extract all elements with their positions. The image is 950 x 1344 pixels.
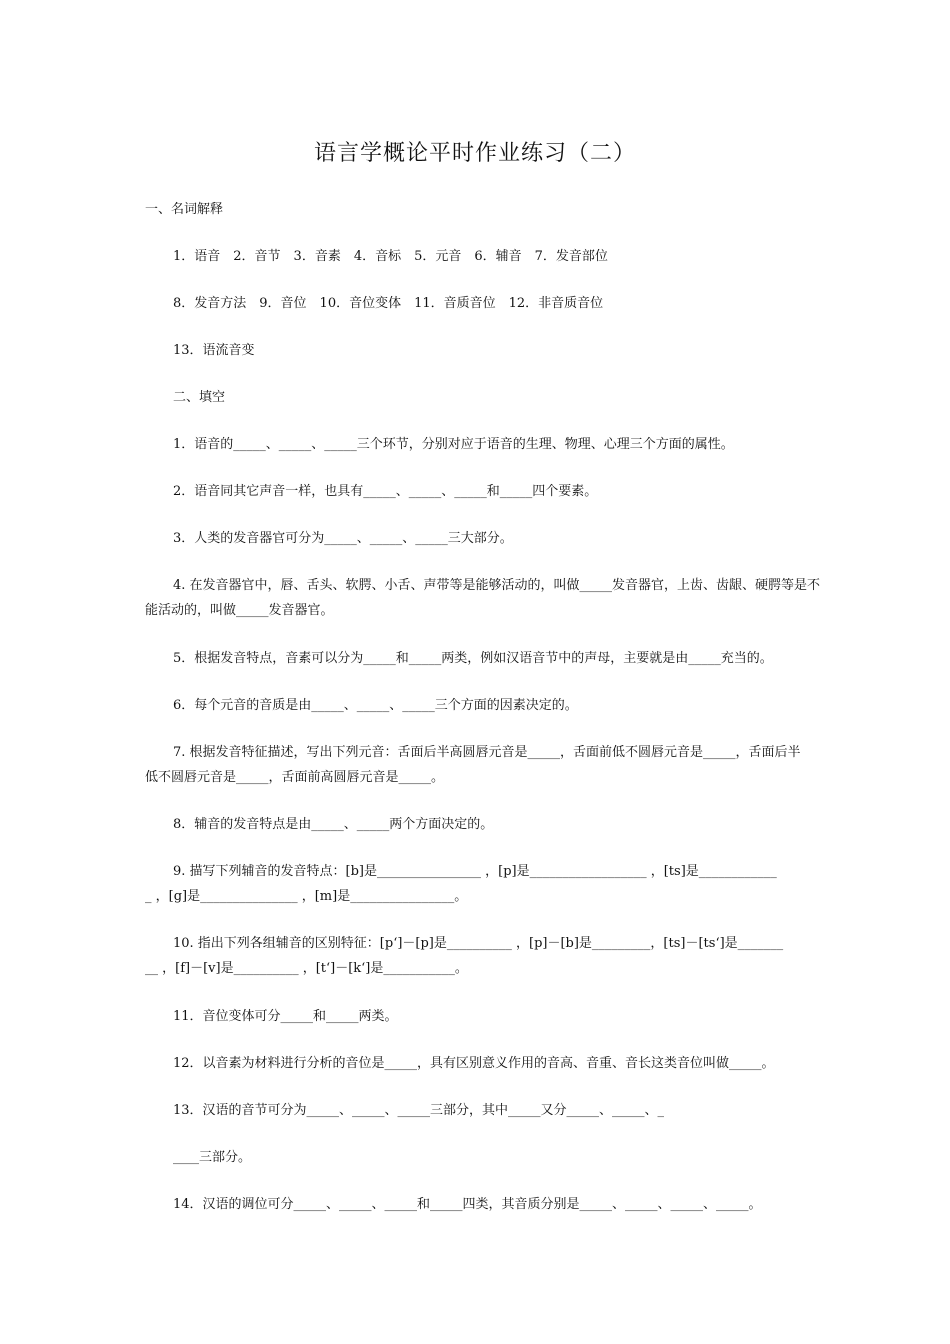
question-4: 4. 在发音器官中，唇、舌头、软腭、小舌、声带等是能够活动的，叫做_____发音器官，上齿、齿龈、硬腭等是不	[173, 578, 821, 593]
question-10: 10. 指出下列各组辅音的区别特征：[p‘]－[p]是__________ ，[p]－[b]是_________，[ts]－[ts‘]是_______	[173, 936, 784, 951]
question-3: 3．人类的发音器官可分为_____、_____、_____三大部分。	[173, 531, 513, 546]
question-6: 6．每个元音的音质是由_____、_____、_____三个方面的因素决定的。	[173, 698, 578, 713]
term-list-line-3: 13．语流音变	[173, 343, 255, 358]
question-1: 1．语音的_____、_____、_____三个环节，分别对应于语音的生理、物理、心理三个方面的属性。	[173, 437, 734, 452]
section-heading-1: 一、名词解释	[145, 202, 224, 217]
question-9-cont: _ ，[g]是_______________ ，[m]是________________。	[145, 889, 468, 904]
document-title: 语言学概论平时作业练习（二）	[313, 141, 636, 166]
question-12: 12．以音素为材料进行分析的音位是_____，具有区别意义作用的音高、音重、音长这类音位叫做_____。	[173, 1056, 775, 1071]
question-8: 8．辅音的发音特点是由_____、_____两个方面决定的。	[173, 817, 494, 832]
question-7: 7. 根据发音特征描述，写出下列元音：舌面后半高圆唇元音是_____，舌面前低不圆唇元音是_____，舌面后半	[173, 745, 801, 760]
question-2: 2．语音同其它声音一样，也具有_____、_____、_____和_____四个要素。	[173, 484, 598, 499]
term-list-line-1: 1．语音 2．音节 3．音素 4．音标 5．元音 6．辅音 7．发音部位	[173, 249, 608, 264]
section-heading-2: 二、填空	[173, 390, 226, 405]
question-10-cont: __ ，[f]－[v]是__________ ，[t‘]－[k‘]是___________。	[145, 961, 468, 976]
question-14: 14．汉语的调位可分_____、_____、_____和_____四类，其音质分别是_____、_____、_____、_____。	[173, 1197, 762, 1212]
question-4-cont: 能活动的，叫做_____发音器官。	[145, 603, 334, 618]
question-13: 13．汉语的音节可分为_____、_____、_____三部分，其中_____又分_____、_____、_	[173, 1103, 665, 1118]
question-5: 5．根据发音特点，音素可以分为_____和_____两类，例如汉语音节中的声母，主要就是由_____充当的。	[173, 651, 773, 666]
question-13-cont: ____三部分。	[173, 1150, 252, 1165]
question-7-cont: 低不圆唇元音是_____，舌面前高圆唇元音是_____。	[145, 770, 445, 785]
question-11: 11．音位变体可分_____和_____两类。	[173, 1009, 398, 1024]
term-list-line-2: 8．发音方法 9．音位 10．音位变体 11．音质音位 12．非音质音位	[173, 296, 604, 311]
question-9: 9. 描写下列辅音的发音特点：[b]是________________ ，[p]是__________________ ，[ts]是____________	[173, 864, 777, 879]
